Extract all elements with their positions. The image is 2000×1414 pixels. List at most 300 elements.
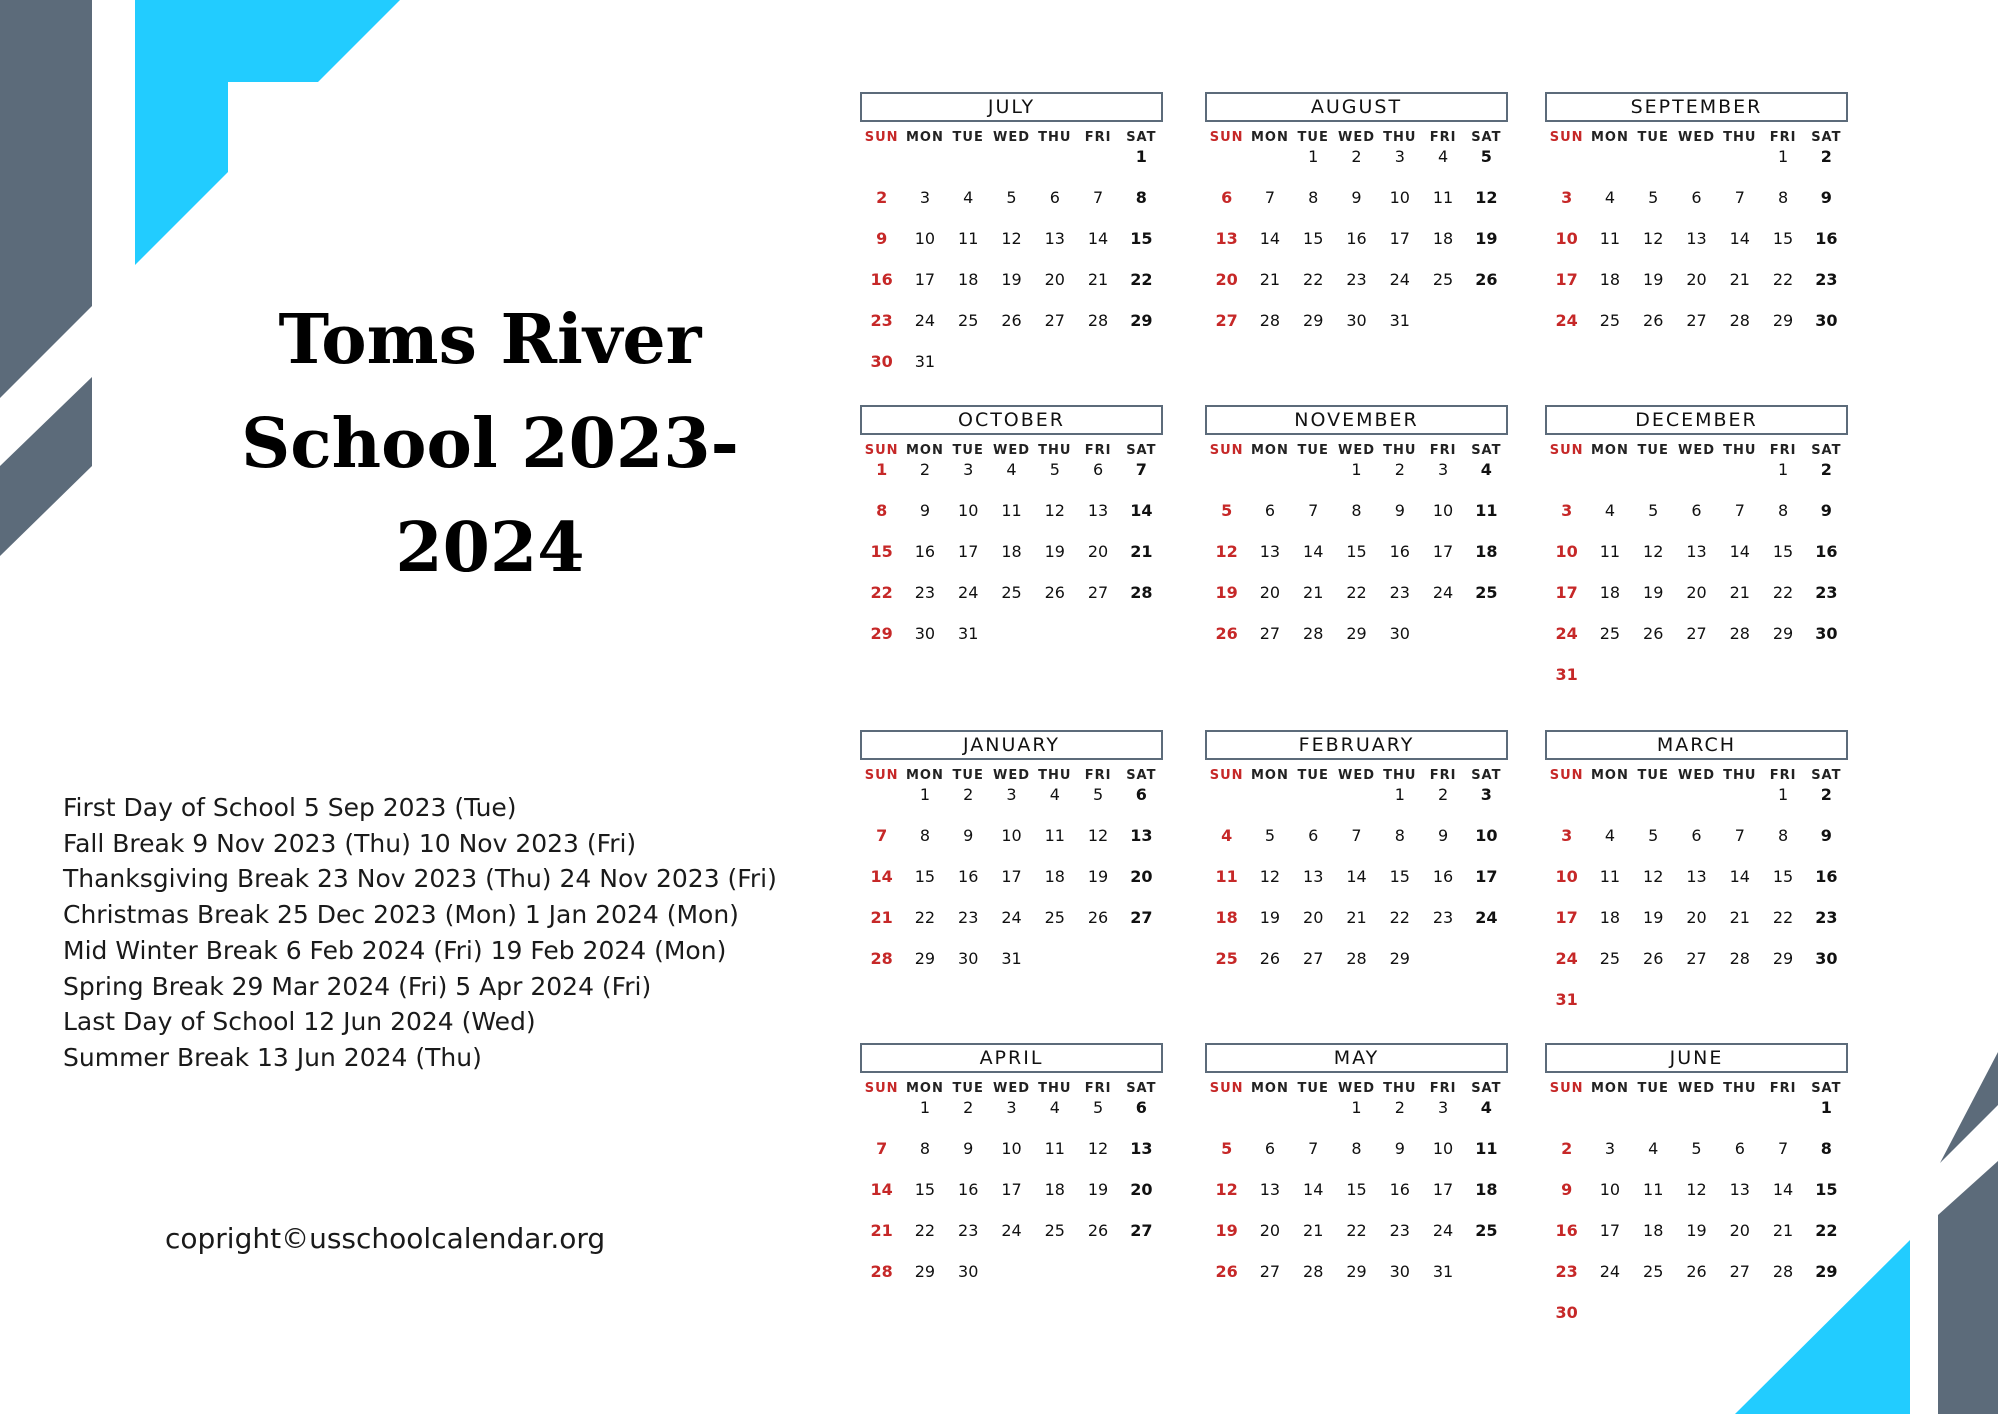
day-cell: 17: [1001, 1180, 1022, 1199]
day-cell: 28: [1130, 583, 1153, 602]
day-cell: 29: [870, 624, 893, 643]
day-cell: 5: [1264, 826, 1276, 845]
day-cell: 25: [1599, 624, 1621, 643]
day-cell: 20: [1215, 270, 1238, 289]
day-cell: 11: [1044, 1139, 1065, 1158]
day-cell: 17: [1599, 1221, 1621, 1240]
day-cell: 16: [1346, 229, 1367, 248]
day-cell: 7: [1351, 826, 1362, 845]
day-cell: 13: [1130, 826, 1153, 845]
day-cell: 22: [1303, 270, 1324, 289]
day-cell: 1: [1308, 147, 1319, 166]
weekday-label: THU: [1038, 130, 1072, 145]
day-cell: 28: [870, 1262, 893, 1281]
day-cell: 27: [1259, 1262, 1281, 1281]
day-cell: 21: [1729, 270, 1750, 289]
day-cell: 8: [876, 501, 888, 520]
day-cell: 12: [1475, 188, 1498, 207]
day-cell: 1: [1777, 785, 1789, 804]
month-name: SEPTEMBER: [1545, 92, 1848, 122]
month-october: [860, 405, 1163, 666]
day-cell: 10: [1001, 1139, 1022, 1158]
day-cell: 25: [1432, 270, 1454, 289]
empty-day: [1675, 148, 1718, 189]
weekday-label: WED: [1337, 130, 1375, 145]
day-cell: 15: [1772, 229, 1794, 248]
empty-day: [1675, 461, 1718, 502]
day-cell: 24: [914, 311, 936, 330]
day-cell: 27: [1130, 908, 1153, 927]
day-cell: 18: [1475, 1180, 1498, 1199]
day-cell: 18: [1044, 867, 1065, 886]
weekday-label: FRI: [1084, 1081, 1112, 1096]
day-cell: 28: [870, 949, 893, 968]
day-cell: 8: [1777, 188, 1789, 207]
day-cell: 16: [958, 867, 979, 886]
day-cell: 1: [1394, 785, 1405, 804]
day-cell: 27: [1044, 311, 1065, 330]
weekday-label: THU: [1383, 768, 1417, 783]
day-cell: 5: [1480, 147, 1492, 166]
empty-day: [1632, 1099, 1675, 1140]
day-cell: 8: [919, 826, 931, 845]
weekday-header: [1545, 441, 1848, 461]
day-cell: 11: [1215, 867, 1238, 886]
day-cell: 25: [1044, 908, 1065, 927]
day-cell: 12: [1643, 542, 1664, 561]
weekday-label: TUE: [952, 1081, 984, 1096]
day-cell: 28: [1303, 624, 1324, 643]
day-grid: [1545, 786, 1848, 1032]
empty-day: [1205, 786, 1248, 827]
empty-day: [860, 148, 903, 189]
day-cell: 31: [1432, 1262, 1454, 1281]
day-cell: 1: [1351, 460, 1362, 479]
event-thanksgiving-break: Thanksgiving Break 23 Nov 2023 (Thu) 24 Nov 2023 (Fri): [63, 864, 777, 894]
day-cell: 12: [1215, 1180, 1238, 1199]
day-cell: 24: [1432, 583, 1454, 602]
day-cell: 4: [1648, 1139, 1659, 1158]
day-cell: 3: [1394, 147, 1405, 166]
day-cell: 7: [876, 1139, 888, 1158]
day-cell: 3: [1561, 501, 1573, 520]
day-cell: 4: [1604, 501, 1616, 520]
weekday-label: SUN: [1209, 130, 1244, 145]
day-cell: 9: [919, 501, 931, 520]
day-cell: 26: [1087, 908, 1109, 927]
day-cell: 30: [1346, 311, 1367, 330]
empty-day: [1292, 786, 1335, 827]
day-cell: 2: [876, 188, 888, 207]
day-cell: 4: [1221, 826, 1233, 845]
day-grid: [1205, 148, 1508, 353]
day-grid: [1205, 1099, 1508, 1304]
day-cell: 17: [1432, 1180, 1454, 1199]
empty-day: [903, 148, 946, 189]
day-cell: 5: [1648, 501, 1659, 520]
day-cell: 28: [1087, 311, 1109, 330]
day-cell: 20: [1686, 908, 1707, 927]
gray-bar-top-left: [0, 0, 92, 398]
cyan-corner-top-left: [135, 0, 400, 265]
gray-bar-mid-left: [0, 377, 92, 556]
day-cell: 14: [870, 867, 893, 886]
day-cell: 19: [1643, 908, 1664, 927]
weekday-header: [860, 766, 1163, 786]
day-cell: 26: [1643, 949, 1664, 968]
day-cell: 16: [870, 270, 893, 289]
day-cell: 22: [1389, 908, 1410, 927]
day-cell: 5: [1092, 1098, 1104, 1117]
weekday-label: SAT: [1126, 443, 1157, 458]
day-cell: 23: [1815, 908, 1838, 927]
month-name: AUGUST: [1205, 92, 1508, 122]
day-cell: 5: [1221, 1139, 1233, 1158]
weekday-label: WED: [1677, 1081, 1715, 1096]
weekday-label: FRI: [1084, 130, 1112, 145]
weekday-label: THU: [1383, 1081, 1417, 1096]
day-cell: 7: [1734, 826, 1745, 845]
day-cell: 17: [1555, 270, 1578, 289]
day-cell: 7: [1308, 1139, 1319, 1158]
day-cell: 21: [1087, 270, 1109, 289]
month-august: [1205, 92, 1508, 353]
day-cell: 13: [1087, 501, 1109, 520]
day-cell: 24: [1555, 624, 1578, 643]
day-cell: 13: [1215, 229, 1238, 248]
day-cell: 25: [1475, 583, 1498, 602]
day-cell: 22: [870, 583, 893, 602]
weekday-label: SUN: [1209, 768, 1244, 783]
day-cell: 21: [870, 908, 893, 927]
day-cell: 27: [1686, 624, 1707, 643]
empty-day: [860, 786, 903, 827]
day-cell: 11: [1001, 501, 1022, 520]
day-cell: 14: [1130, 501, 1153, 520]
day-cell: 11: [1432, 188, 1454, 207]
weekday-label: TUE: [1297, 1081, 1329, 1096]
day-cell: 7: [1092, 188, 1104, 207]
day-cell: 28: [1303, 1262, 1324, 1281]
day-cell: 19: [1259, 908, 1281, 927]
month-may: [1205, 1043, 1508, 1304]
weekday-label: FRI: [1084, 768, 1112, 783]
day-cell: 16: [914, 542, 936, 561]
day-cell: 16: [1432, 867, 1454, 886]
empty-day: [1248, 1099, 1291, 1140]
weekday-label: MON: [1250, 1081, 1289, 1096]
weekday-label: TUE: [1297, 768, 1329, 783]
empty-day: [1718, 786, 1761, 827]
day-cell: 29: [1389, 949, 1410, 968]
weekday-label: SUN: [1549, 768, 1584, 783]
weekday-label: SAT: [1471, 130, 1502, 145]
day-cell: 17: [914, 270, 936, 289]
day-grid: [860, 148, 1163, 394]
day-cell: 26: [1215, 624, 1238, 643]
day-cell: 19: [1643, 583, 1664, 602]
day-cell: 24: [1001, 908, 1022, 927]
empty-day: [1205, 1099, 1248, 1140]
day-cell: 9: [1561, 1180, 1573, 1199]
day-cell: 29: [914, 949, 936, 968]
weekday-label: WED: [1337, 768, 1375, 783]
empty-day: [1675, 786, 1718, 827]
day-cell: 10: [1389, 188, 1410, 207]
weekday-label: SUN: [864, 1081, 899, 1096]
day-cell: 14: [1303, 1180, 1324, 1199]
day-cell: 6: [1049, 188, 1060, 207]
day-cell: 9: [963, 826, 974, 845]
day-cell: 8: [1394, 826, 1405, 845]
weekday-label: FRI: [1429, 130, 1457, 145]
day-cell: 12: [1044, 501, 1065, 520]
day-cell: 19: [1215, 583, 1238, 602]
day-cell: 18: [1599, 908, 1621, 927]
day-cell: 28: [1259, 311, 1281, 330]
day-cell: 20: [1303, 908, 1324, 927]
day-cell: 16: [1389, 1180, 1410, 1199]
weekday-label: TUE: [1637, 443, 1669, 458]
empty-day: [1545, 1099, 1588, 1140]
day-cell: 21: [1303, 1221, 1324, 1240]
month-name: MAY: [1205, 1043, 1508, 1073]
weekday-label: FRI: [1429, 1081, 1457, 1096]
weekday-header: [1205, 441, 1508, 461]
day-cell: 13: [1130, 1139, 1153, 1158]
day-cell: 3: [919, 188, 931, 207]
empty-day: [1761, 1099, 1804, 1140]
day-cell: 10: [1599, 1180, 1621, 1199]
day-cell: 17: [1389, 229, 1410, 248]
day-cell: 27: [1686, 949, 1707, 968]
day-cell: 5: [1006, 188, 1017, 207]
month-name: JULY: [860, 92, 1163, 122]
day-cell: 30: [1815, 949, 1838, 968]
day-cell: 5: [1092, 785, 1104, 804]
weekday-label: THU: [1723, 130, 1757, 145]
weekday-label: SAT: [1811, 1081, 1842, 1096]
day-cell: 27: [1686, 311, 1707, 330]
day-cell: 15: [914, 867, 936, 886]
day-cell: 27: [1087, 583, 1109, 602]
empty-day: [1545, 461, 1588, 502]
day-grid: [1545, 1099, 1848, 1345]
day-cell: 28: [1772, 1262, 1794, 1281]
day-cell: 9: [1394, 1139, 1405, 1158]
day-cell: 9: [1351, 188, 1362, 207]
day-cell: 11: [1044, 826, 1065, 845]
weekday-header: [1545, 766, 1848, 786]
day-cell: 1: [919, 1098, 931, 1117]
weekday-label: MON: [905, 130, 944, 145]
day-cell: 4: [1604, 826, 1616, 845]
day-cell: 1: [1777, 460, 1789, 479]
empty-day: [947, 148, 990, 189]
day-cell: 19: [1087, 867, 1109, 886]
day-cell: 26: [1643, 624, 1664, 643]
empty-day: [1588, 1099, 1631, 1140]
day-cell: 14: [1303, 542, 1324, 561]
weekday-label: SAT: [1126, 130, 1157, 145]
weekday-label: THU: [1723, 443, 1757, 458]
day-cell: 17: [1001, 867, 1022, 886]
event-mid-winter-break: Mid Winter Break 6 Feb 2024 (Fri) 19 Feb 2024 (Mon): [63, 935, 727, 965]
day-cell: 27: [1259, 624, 1281, 643]
weekday-header: [1545, 128, 1848, 148]
month-december: [1545, 405, 1848, 707]
day-cell: 29: [1346, 1262, 1367, 1281]
day-cell: 6: [1264, 1139, 1276, 1158]
day-cell: 30: [1389, 624, 1410, 643]
weekday-label: SUN: [1549, 443, 1584, 458]
title-line-1: Toms River: [278, 300, 702, 380]
weekday-header: [860, 1079, 1163, 1099]
day-cell: 14: [1729, 542, 1750, 561]
weekday-label: WED: [1677, 130, 1715, 145]
weekday-label: WED: [1677, 443, 1715, 458]
weekday-label: TUE: [952, 768, 984, 783]
day-cell: 6: [1691, 826, 1702, 845]
day-cell: 15: [870, 542, 893, 561]
month-june: [1545, 1043, 1848, 1345]
day-cell: 30: [870, 352, 893, 371]
day-cell: 11: [958, 229, 979, 248]
day-cell: 1: [1351, 1098, 1362, 1117]
day-cell: 21: [1130, 542, 1153, 561]
weekday-label: SUN: [1209, 1081, 1244, 1096]
page-title: [190, 288, 790, 600]
day-cell: 19: [1643, 270, 1664, 289]
day-cell: 25: [1599, 311, 1621, 330]
empty-day: [1033, 148, 1076, 189]
day-cell: 26: [1087, 1221, 1109, 1240]
day-cell: 4: [1480, 1098, 1492, 1117]
day-cell: 31: [1001, 949, 1022, 968]
day-cell: 22: [1815, 1221, 1838, 1240]
day-cell: 25: [1475, 1221, 1498, 1240]
event-spring-break: Spring Break 29 Mar 2024 (Fri) 5 Apr 2024 (Fri): [63, 971, 652, 1001]
day-cell: 14: [1087, 229, 1109, 248]
month-name: DECEMBER: [1545, 405, 1848, 435]
weekday-label: SUN: [1549, 1081, 1584, 1096]
day-cell: 16: [1815, 229, 1838, 248]
day-cell: 29: [1772, 624, 1794, 643]
events-list: [63, 790, 777, 1076]
day-cell: 10: [1001, 826, 1022, 845]
weekday-label: SAT: [1126, 1081, 1157, 1096]
day-cell: 4: [963, 188, 974, 207]
day-cell: 15: [914, 1180, 936, 1199]
empty-day: [1248, 461, 1291, 502]
day-cell: 24: [958, 583, 979, 602]
day-cell: 18: [958, 270, 979, 289]
day-cell: 13: [1686, 542, 1707, 561]
day-cell: 10: [1432, 1139, 1454, 1158]
day-cell: 10: [1432, 501, 1454, 520]
weekday-label: FRI: [1769, 443, 1797, 458]
day-cell: 24: [1555, 949, 1578, 968]
day-cell: 2: [963, 785, 974, 804]
event-summer-break: Summer Break 13 Jun 2024 (Thu): [63, 1042, 482, 1072]
day-cell: 12: [1215, 542, 1238, 561]
empty-day: [1076, 148, 1119, 189]
day-cell: 15: [1772, 542, 1794, 561]
empty-day: [1632, 461, 1675, 502]
title-line-3: 2024: [395, 508, 585, 588]
day-cell: 1: [919, 785, 931, 804]
day-cell: 11: [1643, 1180, 1664, 1199]
day-cell: 10: [1555, 229, 1578, 248]
day-cell: 21: [1772, 1221, 1794, 1240]
day-cell: 8: [1351, 1139, 1362, 1158]
day-cell: 23: [1555, 1262, 1578, 1281]
month-february: [1205, 730, 1508, 991]
day-cell: 8: [1777, 826, 1789, 845]
day-cell: 18: [1475, 542, 1498, 561]
day-cell: 23: [1815, 583, 1838, 602]
day-cell: 25: [1044, 1221, 1065, 1240]
day-cell: 14: [1259, 229, 1281, 248]
event-first-day: First Day of School 5 Sep 2023 (Tue): [63, 793, 517, 822]
day-cell: 2: [1437, 785, 1449, 804]
day-cell: 12: [1686, 1180, 1707, 1199]
day-cell: 29: [1130, 311, 1153, 330]
day-cell: 25: [958, 311, 979, 330]
weekday-label: THU: [1723, 768, 1757, 783]
day-cell: 23: [914, 583, 936, 602]
day-cell: 22: [914, 908, 936, 927]
day-cell: 27: [1729, 1262, 1750, 1281]
weekday-label: FRI: [1084, 443, 1112, 458]
day-cell: 29: [1772, 949, 1794, 968]
day-cell: 2: [1561, 1139, 1573, 1158]
weekday-label: MON: [905, 443, 944, 458]
day-cell: 27: [1130, 1221, 1153, 1240]
day-cell: 5: [1648, 826, 1659, 845]
day-cell: 2: [1820, 460, 1832, 479]
day-cell: 22: [1772, 270, 1794, 289]
day-cell: 8: [1820, 1139, 1832, 1158]
day-cell: 13: [1686, 229, 1707, 248]
event-fall-break: Fall Break 9 Nov 2023 (Thu) 10 Nov 2023 (Fri): [63, 828, 637, 858]
day-grid: [860, 1099, 1163, 1304]
empty-day: [1588, 148, 1631, 189]
day-cell: 28: [1346, 949, 1367, 968]
month-name: JANUARY: [860, 730, 1163, 760]
day-cell: 15: [1346, 542, 1367, 561]
day-cell: 10: [1475, 826, 1498, 845]
day-cell: 17: [958, 542, 979, 561]
day-cell: 7: [1734, 188, 1745, 207]
weekday-label: MON: [1590, 130, 1629, 145]
day-grid: [1205, 461, 1508, 666]
day-cell: 10: [1555, 542, 1578, 561]
day-cell: 4: [1437, 147, 1449, 166]
empty-day: [1588, 461, 1631, 502]
empty-day: [1292, 1099, 1335, 1140]
copyright-text: copright©usschoolcalendar.org: [165, 1222, 606, 1255]
day-cell: 11: [1599, 229, 1621, 248]
day-cell: 4: [1604, 188, 1616, 207]
day-cell: 7: [876, 826, 888, 845]
weekday-label: TUE: [1637, 768, 1669, 783]
day-cell: 26: [1001, 311, 1022, 330]
day-cell: 30: [1389, 1262, 1410, 1281]
day-cell: 10: [914, 229, 936, 248]
weekday-label: MON: [1250, 130, 1289, 145]
day-cell: 23: [1432, 908, 1454, 927]
